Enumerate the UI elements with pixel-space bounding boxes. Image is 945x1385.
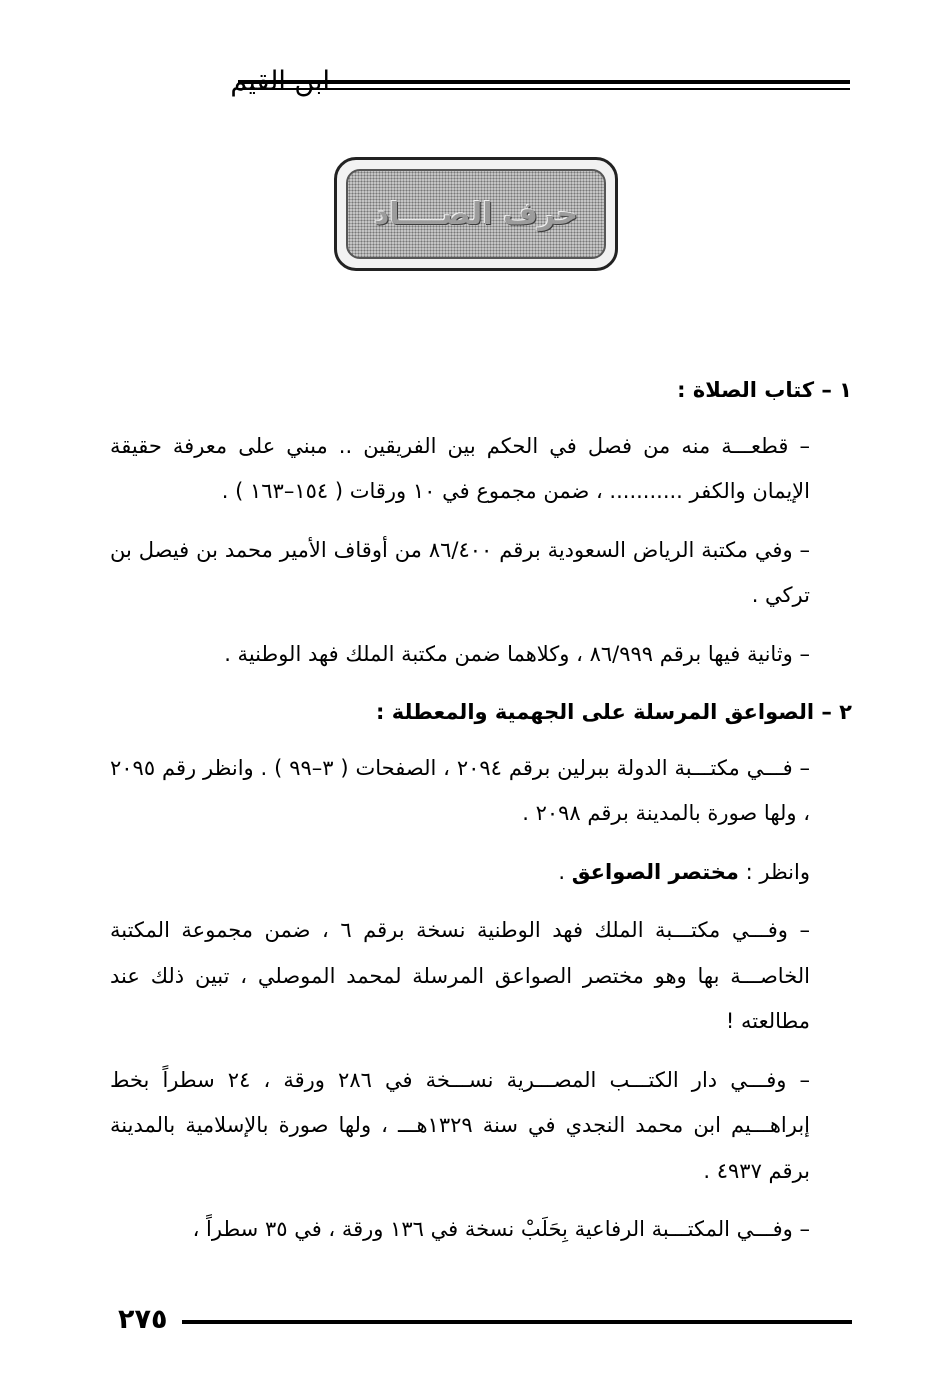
section-title-inner-frame	[346, 169, 606, 259]
header-double-rule	[238, 80, 850, 90]
see-also-title: مختصر الصواعق	[571, 859, 739, 884]
entry-heading-1: ١ – كتاب الصلاة :	[677, 378, 852, 402]
page-body	[110, 368, 852, 1266]
see-also-suffix: .	[558, 859, 572, 884]
paragraph-3: – وثانية فيها برقم ٨٦/٩٩٩ ، وكلاهما ضمن مكتبة الملك فهد الوطنية .	[224, 641, 810, 666]
paragraph-8: – وفـــي المكتـــبة الرفاعية بِحَلَبْ نسخة في ١٣٦ ورقة ، في ٣٥ سطراً ،	[192, 1217, 810, 1241]
paragraph-1: – قطعـــة منه من فصل في الحكم بين الفريقين .. مبني على معرفة حقيقة الإيمان والكفر ........... ، ضمن مجموع في ١٠ ورقات ( ١٥٤–١٦٣ ) .	[110, 433, 810, 503]
paragraph-2: – وفي مكتبة الرياض السعودية برقم ٨٦/٤٠٠ من أوقاف الأمير محمد بن فيصل بن تركي .	[110, 537, 811, 607]
paragraph-4: – فـــي مكتـــبة الدولة ببرلين برقم ٢٠٩٤ ، الصفحات ( ٣–٩٩ ) . وانظر رقم ٢٠٩٥ ، ولها صورة بالمدينة برقم ٢٠٩٨ .	[110, 755, 810, 825]
page-number: ٢٧٥	[118, 1304, 168, 1335]
page-footer	[110, 1300, 852, 1340]
paragraph-7: – وفـــي دار الكتـــب المصـــرية نســـخة في ٢٨٦ ورقة ، ٢٤ سطراً بخط إبراهـــيم ابن محمد النجدي في سنة ١٣٢٩هـــ ، ولها صورة بالإسلامية بالمدينة برقم ٤٩٣٧ .	[110, 1067, 810, 1183]
paragraph-6: – وفـــي مكتـــبة الملك فهد الوطنية نسخة برقم ٦ ، ضمن مجموعة المكتبة الخاصـــة بها وهو مختصر الصواعق المرسلة لمحمد الموصلي ، تبين ذلك عند مطالعته !	[110, 918, 810, 1033]
see-also-prefix: وانظر :	[738, 859, 810, 884]
section-title: حرف الصــــاد	[373, 196, 579, 232]
footer-rule	[182, 1320, 852, 1324]
entry-heading-2: ٢ – الصواعق المرسلة على الجهمية والمعطلة :	[376, 700, 852, 724]
running-header	[110, 62, 850, 102]
section-title-box	[334, 157, 618, 271]
running-title: ابن القيم	[230, 66, 330, 97]
paragraph-5	[110, 850, 852, 896]
